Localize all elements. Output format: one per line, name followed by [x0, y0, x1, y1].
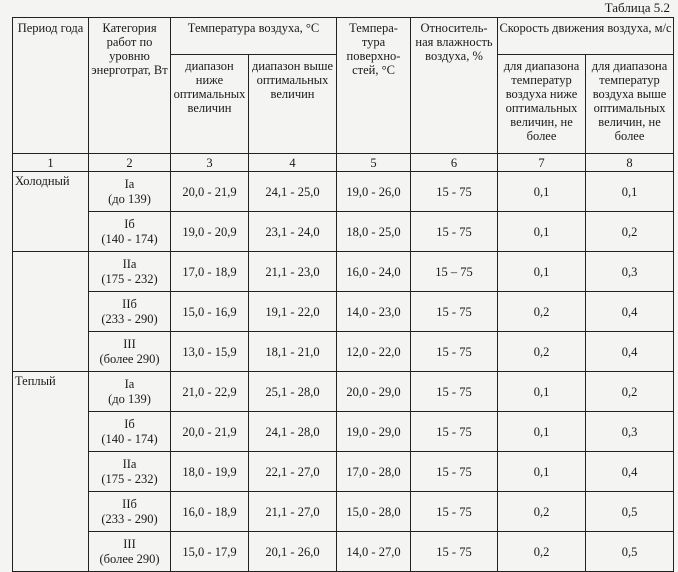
table-row — [13, 492, 674, 532]
table-row — [13, 452, 674, 492]
category-cell: IIб (233 - 290) — [89, 292, 171, 332]
humidity-cell: 15 - 75 — [411, 532, 498, 572]
air-speed-below-cell: 0,1 — [498, 412, 586, 452]
category-cell: III (более 290) — [89, 332, 171, 372]
humidity-cell: 15 - 75 — [411, 372, 498, 412]
header-air-temp-above: диапазон выше оптимальных величин — [249, 55, 337, 154]
air-temp-below-cell: 20,0 - 21,9 — [171, 172, 249, 212]
header-category: Категория работ по уровню энерготрат, Вт — [89, 18, 171, 154]
surface-temp-cell: 14,0 - 27,0 — [337, 532, 411, 572]
air-temp-above-cell: 21,1 - 27,0 — [249, 492, 337, 532]
air-temp-below-cell: 18,0 - 19,9 — [171, 452, 249, 492]
air-temp-above-cell: 22,1 - 27,0 — [249, 452, 337, 492]
header-humidity: Относитель-ная влажность воздуха, % — [411, 18, 498, 154]
air-temp-above-cell: 21,1 - 23,0 — [249, 252, 337, 292]
category-cell: IIа (175 - 232) — [89, 252, 171, 292]
table-row — [13, 252, 674, 292]
category-cell: III (более 290) — [89, 532, 171, 572]
header-air-temp-below: диапазон ниже оптимальных величин — [171, 55, 249, 154]
air-temp-above-cell: 24,1 - 28,0 — [249, 412, 337, 452]
air-speed-above-cell: 0,3 — [586, 252, 674, 292]
air-speed-above-cell: 0,4 — [586, 452, 674, 492]
air-temp-below-cell: 15,0 - 16,9 — [171, 292, 249, 332]
category-cell: IIб (233 - 290) — [89, 492, 171, 532]
air-speed-below-cell: 0,2 — [498, 492, 586, 532]
column-number: 1 — [13, 154, 89, 172]
column-number: 3 — [171, 154, 249, 172]
air-speed-below-cell: 0,2 — [498, 532, 586, 572]
column-number: 6 — [411, 154, 498, 172]
category-cell: IIа (175 - 232) — [89, 452, 171, 492]
category-cell: Iб (140 - 174) — [89, 412, 171, 452]
surface-temp-cell: 15,0 - 28,0 — [337, 492, 411, 532]
air-speed-below-cell: 0,1 — [498, 172, 586, 212]
column-number: 7 — [498, 154, 586, 172]
surface-temp-cell: 16,0 - 24,0 — [337, 252, 411, 292]
humidity-cell: 15 – 75 — [411, 252, 498, 292]
humidity-cell: 15 - 75 — [411, 212, 498, 252]
air-speed-below-cell: 0,1 — [498, 452, 586, 492]
air-temp-below-cell: 17,0 - 18,9 — [171, 252, 249, 292]
table-row — [13, 212, 674, 252]
surface-temp-cell: 18,0 - 25,0 — [337, 212, 411, 252]
table-caption: Таблица 5.2 — [604, 0, 670, 15]
surface-temp-cell: 17,0 - 28,0 — [337, 452, 411, 492]
surface-temp-cell: 20,0 - 29,0 — [337, 372, 411, 412]
surface-temp-cell: 14,0 - 23,0 — [337, 292, 411, 332]
air-temp-above-cell: 19,1 - 22,0 — [249, 292, 337, 332]
air-temp-above-cell: 25,1 - 28,0 — [249, 372, 337, 412]
category-cell: Iа (до 139) — [89, 372, 171, 412]
table-row — [13, 172, 674, 212]
period-warm: Теплый — [13, 372, 89, 572]
air-temp-below-cell: 21,0 - 22,9 — [171, 372, 249, 412]
air-temp-below-cell: 15,0 - 17,9 — [171, 532, 249, 572]
category-cell: Iа (до 139) — [89, 172, 171, 212]
air-speed-above-cell: 0,2 — [586, 212, 674, 252]
air-speed-below-cell: 0,1 — [498, 252, 586, 292]
air-speed-above-cell: 0,1 — [586, 172, 674, 212]
air-speed-below-cell: 0,1 — [498, 212, 586, 252]
surface-temp-cell: 12,0 - 22,0 — [337, 332, 411, 372]
surface-temp-cell: 19,0 - 29,0 — [337, 412, 411, 452]
header-air-speed-below: для диапазона температур воздуха ниже оптимальных величин, не более — [498, 55, 586, 154]
table-row — [13, 372, 674, 412]
air-speed-above-cell: 0,4 — [586, 332, 674, 372]
air-speed-above-cell: 0,2 — [586, 372, 674, 412]
air-temp-above-cell: 20,1 - 26,0 — [249, 532, 337, 572]
microclimate-table — [12, 17, 674, 572]
air-speed-above-cell: 0,5 — [586, 492, 674, 532]
column-number: 8 — [586, 154, 674, 172]
period-cold: Холодный — [13, 172, 89, 252]
humidity-cell: 15 - 75 — [411, 412, 498, 452]
humidity-cell: 15 - 75 — [411, 292, 498, 332]
air-speed-above-cell: 0,5 — [586, 532, 674, 572]
air-speed-above-cell: 0,4 — [586, 292, 674, 332]
air-speed-below-cell: 0,2 — [498, 332, 586, 372]
column-number: 2 — [89, 154, 171, 172]
header-period: Период года — [13, 18, 89, 154]
column-number: 5 — [337, 154, 411, 172]
column-number: 4 — [249, 154, 337, 172]
table-row — [13, 412, 674, 452]
air-temp-above-cell: 18,1 - 21,0 — [249, 332, 337, 372]
humidity-cell: 15 - 75 — [411, 452, 498, 492]
header-air-temp: Температура воздуха, °С — [171, 18, 337, 55]
air-temp-below-cell: 13,0 - 15,9 — [171, 332, 249, 372]
air-speed-below-cell: 0,2 — [498, 292, 586, 332]
humidity-cell: 15 - 75 — [411, 492, 498, 532]
air-temp-below-cell: 20,0 - 21,9 — [171, 412, 249, 452]
air-temp-below-cell: 16,0 - 18,9 — [171, 492, 249, 532]
header-air-speed-above: для диапазона температур воздуха выше оптимальных величин, не более — [586, 55, 674, 154]
table-row — [13, 532, 674, 572]
table-row — [13, 292, 674, 332]
humidity-cell: 15 - 75 — [411, 332, 498, 372]
period-empty-cell — [13, 252, 89, 372]
header-air-speed: Скорость движения воздуха, м/с — [498, 18, 674, 55]
table-row — [13, 332, 674, 372]
humidity-cell: 15 - 75 — [411, 172, 498, 212]
air-temp-below-cell: 19,0 - 20,9 — [171, 212, 249, 252]
category-cell: Iб (140 - 174) — [89, 212, 171, 252]
surface-temp-cell: 19,0 - 26,0 — [337, 172, 411, 212]
air-speed-below-cell: 0,1 — [498, 372, 586, 412]
header-surface-temp: Темпера-тура поверхно-стей, °С — [337, 18, 411, 154]
air-temp-above-cell: 24,1 - 25,0 — [249, 172, 337, 212]
air-speed-above-cell: 0,3 — [586, 412, 674, 452]
air-temp-above-cell: 23,1 - 24,0 — [249, 212, 337, 252]
